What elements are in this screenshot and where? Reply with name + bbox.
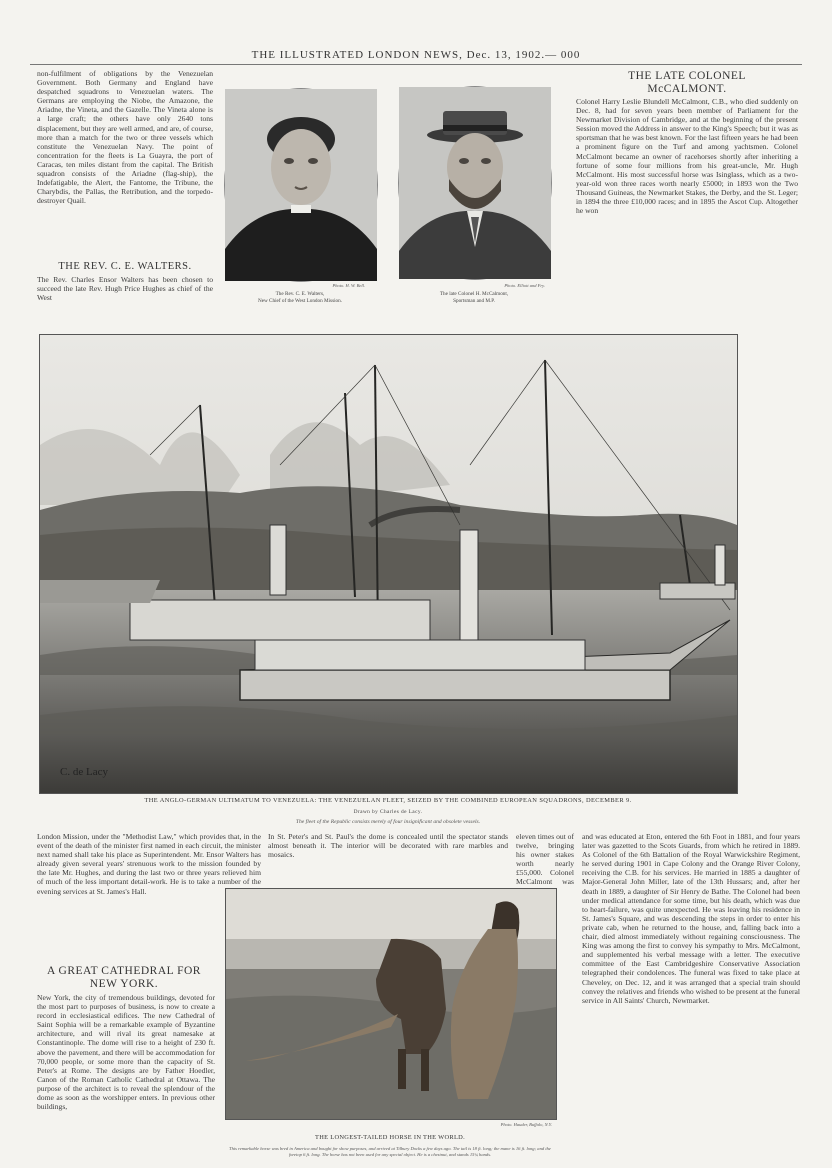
cathedral-article: New York, the city of tremendous buildings, devoted for the most part to purposes of business, is now to create a record in ecclesiastical edifices. The new Cathedral of Saint Sophia will be a remarkable example of Byzantine architecture, and will rival its great namesake at Constantinople. The dome will rise to a height of 230 ft. above the pavement, and there will be accommodation for 70,000 people, or some more than the capacity of St. Peter's at Rome. The designs are by Father Hoedler, Canon of the Roman Catholic Cathedral at Ottawa. The purpose of the architect is to reveal the splendour of the dome as soon as the worshipper enters. In previous other buildings, (37, 993, 215, 1112)
portrait-walters (224, 88, 378, 282)
mccalmont-caption (398, 291, 550, 305)
horse-caption: THE LONGEST-TAILED HORSE IN THE WORLD. (315, 1134, 465, 1141)
horse-image (226, 889, 556, 1119)
mccalmont-article-continued: and was educated at Eton, entered the 6th Foot in 1881, and four years later was gazetted to the Scots Guards, from which he retired in 1889. As Colonel of the 6th Battalion of the Royal Warwickshire Regiment, he served during 1901 in Cape Colony and the Orange River Colony, receiving the C.B. for his services. He married in 1885 a daughter of Major-General John Miller, late of the 13th Hussars; and, after her death in 1889, a daughter of Sir Henry de Bathe. The Colonel had been under medical attendance for some time, but his death, which was due to heart-failure, was quite unexpected. He was leaving his residence in St. James's Square, and was descending the steps in order to enter his private cab, when he returned to the house, and, falling back into a chair, died almost immediately without regaining consciousness. The King was among the first to convey his sympathy to Mrs. McCalmont, and supplemented his verbal message with a letter. The executive committee of the East Cambridgeshire Conservative Association telegraphed their condolences. The funeral was fixed to take place at Cheveley, on Dec. 12, and it was arranged that a special train should convey the relatives and friends who wished to be present at the funeral service in All Saints' Church, Newmarket. (582, 832, 800, 1005)
horse-caption-note: This remarkable horse was bred in America and bought for show purposes, and arrived at Tilbury Docks a few days ago. The tail is 18 ft. long; the mane is 16 ft. long; and the foretop 6 ft. long. The horse has not been used for any special object. He is a chestnut, and stands 15¼ hands. (229, 1146, 551, 1157)
page-header: THE ILLUSTRATED LONDON NEWS, Dec. 13, 1902.— 000 (251, 49, 581, 61)
mccalmont-caption-line2: Sportsman and M.P. (453, 298, 495, 304)
walters-article-continued: London Mission, under the "Methodist Law," which provides that, in the event of the death of the minister first named in each circuit, the minister next named shall take his place as Superintendent. Mr. Ensor Walters has already given several years' strenuous work to the mission founded by the late Mr. Hughes, and during the last two or three years relieved him of much of the less important detail-work. He is to take a number of the evening services at St. James's Hall. (37, 832, 261, 896)
fleet-caption-note: The fleet of the Republic consists merely of four insignificant and obsolete vessels. (295, 819, 481, 825)
fleet-engraving (40, 335, 737, 793)
cathedral-article-continued: In St. Peter's and St. Paul's the dome is concealed until the spectator stands almost beneath it. The interior will be decorated with rare marbles and mosaics. (268, 832, 508, 860)
walters-caption-line2: New Chief of the West London Mission. (257, 298, 343, 304)
horse-photograph (225, 888, 557, 1120)
walters-portrait-image (225, 89, 377, 281)
artist-signature: C. de Lacy (60, 766, 108, 778)
walters-caption (224, 291, 376, 305)
mccalmont-heading-line1: THE LATE COLONEL (628, 70, 746, 82)
walters-photo-credit: Photo. H. W. Bell. (332, 283, 365, 288)
cathedral-heading-line1: A GREAT CATHEDRAL FOR (47, 965, 201, 977)
mccalmont-caption-line1: The late Colonel H. McCalmont, (439, 291, 509, 297)
mccalmont-portrait-image (399, 87, 551, 279)
cathedral-heading-line2: NEW YORK. (89, 978, 159, 990)
left-top-article: non-fulfilment of obligations by the Venezuelan Government. Both Germany and England have despatched squadrons to Venezuelan waters. The Germans are employing the Niobe, the Amazone, the Ariadne, the Vineta, and the Gazelle. The Vineta alone is a large craft; the others have only 2640 tons displacement, but they are well armed, and are, of course, more than a match for the two or three vessels which constitute the Venezuelan Navy. The point of concentration for the fleets is La Guayra, the port of Caracas, ten miles distant from the capital. The British squadron consists of the Ariadne (flag-ship), the Indefatigable, the Alert, the Fantome, the Tribune, the Charybdis, the Pallas, the Retribution, and the torpedo-destroyer Quail. (37, 69, 213, 206)
portrait-mccalmont (398, 86, 552, 280)
cathedral-heading (30, 965, 218, 991)
walters-caption-line1: The Rev. C. E. Walters, (275, 291, 325, 297)
mccalmont-article: Colonel Harry Leslie Blundell McCalmont, C.B., who died suddenly on Dec. 8, had for seven years been member of Parliament for the Newmarket Division of Cambridge, and at the beginning of the present Session moved the Address in answer to the King's Speech; but it was as sportsman that he was best known. For the last fifteen years he had been a prominent figure on the Turf and among yachtsmen. Colonel McCalmont became an owner of racehorses shortly after inheriting a fortune of some four millions from his great-uncle, Mr. Hugh McCalmont. His most successful horse was Isinglass, which as a two-year-old won three races worth nearly £5000; in 1893 won the Two Thousand Guineas, the Newmarket Stakes, the Derby, and the St. Leger; in 1894 the three £10,000 races; and in 1895 the Ascot Cup. Altogether he won (576, 97, 798, 216)
fleet-caption: THE ANGLO-GERMAN ULTIMATUM TO VENEZUELA: THE VENEZUELAN FLEET, SEIZED BY THE COMBINED EUROPEAN SQUADRONS, DECEMBER 9. (144, 797, 632, 804)
mccalmont-heading (576, 70, 798, 96)
mccalmont-heading-line2: McCALMONT. (647, 83, 727, 95)
header-rule (30, 64, 802, 65)
venezuelan-fleet-illustration (39, 334, 738, 794)
mccalmont-photo-credit: Photo. Elliott and Fry. (504, 283, 545, 288)
horse-photo-credit: Photo. Hauder, Buffalo, N.Y. (500, 1122, 552, 1127)
walters-heading: THE REV. C. E. WALTERS. (58, 261, 192, 272)
fleet-caption-credit: Drawn by Charles de Lacy. (353, 809, 423, 815)
mccalmont-article-mid: eleven times out of twelve, bringing his owner stakes worth nearly £55,000. Colonel McCalmont was (516, 832, 574, 887)
walters-article: The Rev. Charles Ensor Walters has been chosen to succeed the late Rev. Hugh Price Hughes as chief of the West (37, 275, 213, 303)
